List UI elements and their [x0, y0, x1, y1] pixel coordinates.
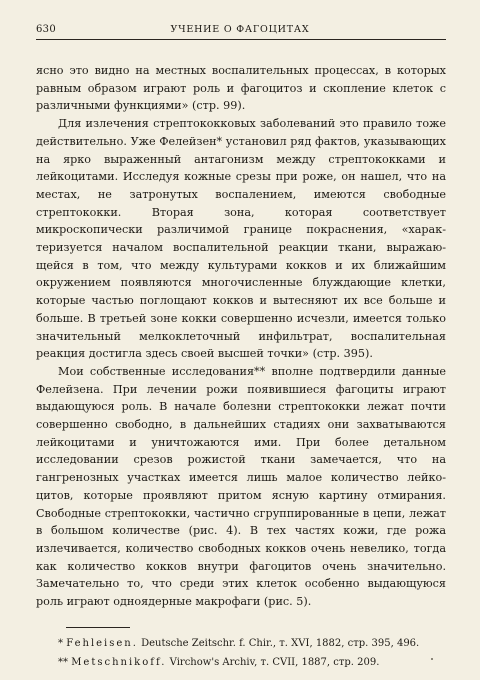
footnote-mark: ** [58, 656, 68, 668]
page-number: 630 [36, 24, 56, 35]
footnotes [36, 636, 446, 670]
book-page [36, 24, 446, 674]
page-speck [431, 658, 433, 660]
footnote-author: Metschnikoff. [71, 656, 167, 668]
paragraph: Для излечения стрептококковых заболеваний это правило тоже действительно. Уже Фелейзен* установил ряд фактов, указывающих на ярко выраженный антагонизм между стрептококками и лейкоцитами. Исследуя кожные срезы при роже, он нашел, что на местах, не затронутых воспалением, имеются свободные стрептококки. Вторая зона, которая соответствует микроскопически различимой границе покраснения, «характеризуется началом воспалительной реакции ткани, выражающейся в том, что между культурами кокков и их ближайшим окружением появляются многочисленные блуждающие клетки, которые частью поглощают кокков и вытесняют их все больше и больше. В третьей зоне кокки совершенно исчезли, имеется только значительный мелкоклеточный инфильтрат, воспалительная реакция достигла здесь своей высшей точки» (стр. 395). [36, 117, 446, 361]
footnote [36, 636, 446, 651]
footnote [36, 655, 446, 670]
footnote-text: Virchow's Archiv, т. CVII, 1887, стр. 209. [169, 656, 380, 668]
footnote-author: Fehleisen. [66, 637, 138, 649]
running-header [36, 24, 446, 40]
body-text [36, 62, 446, 611]
paragraph: Мои собственные исследования** вполне подтвердили данные Фелейзена. При лечении рожи появившиеся фагоциты играют выдающуюся роль. В начале болезни стрептококки лежат почти совершенно свободно, в дальнейших стадиях они захватываются лейкоцитами и уничтожаются ими. При более детальном исследовании срезов рожистой ткани замечается, что на гангренозных участках имеется лишь малое количество лейкоцитов, которые проявляют притом ясную картину отмирания. Свободные стрептококки, частично сгруппированные в цепи, лежат в большом количестве (рис. 4). В тех частях кожи, где рожа излечивается, количество свободных кокков очень невелико, тогда как количество кокков внутри фагоцитов очень значительно. Замечательно то, что среди этих клеток особенно выдающуюся роль играют одноядерные макрофаги (рис. 5). [36, 364, 446, 609]
footnote-mark: * [58, 637, 63, 649]
footnote-text: Deutsche Zeitschr. f. Chir., т. XVI, 1882, стр. 395, 496. [141, 637, 420, 649]
paragraph: ясно это видно на местных воспалительных процессах, в которых равным образом играют роль и фагоцитоз и скопление клеток с различными функциями» (стр. 99). [36, 64, 446, 113]
running-title: УЧЕНИЕ О ФАГОЦИТАХ [170, 24, 310, 35]
footnote-divider [66, 627, 130, 628]
